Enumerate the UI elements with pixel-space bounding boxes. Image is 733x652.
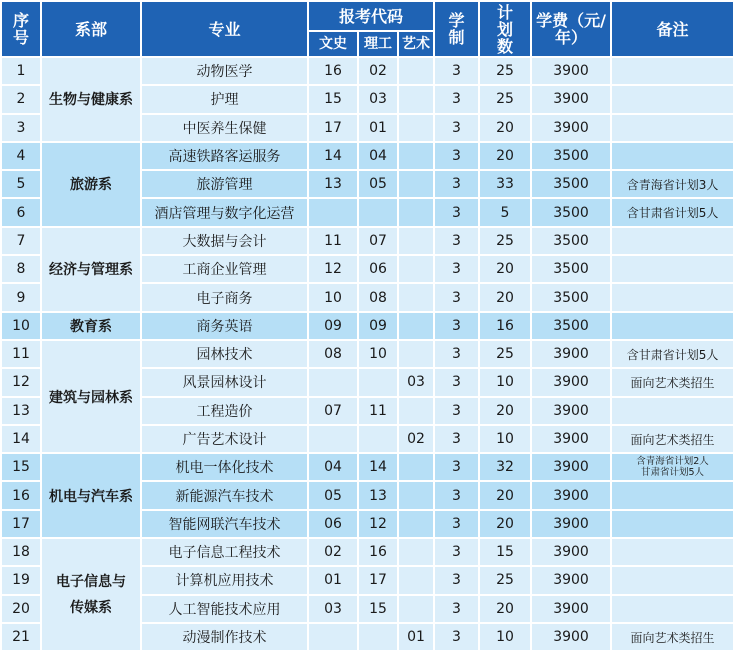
major-cell: 风景园林设计: [141, 368, 308, 396]
major-cell: 机电一体化技术: [141, 453, 308, 481]
plan-cell: 16: [479, 312, 531, 340]
code-yishu-cell: [398, 566, 434, 594]
note-cell: 含青海省计划3人: [611, 170, 733, 198]
code-yishu-cell: [398, 57, 434, 85]
code-ligong-cell: 08: [358, 283, 398, 311]
plan-cell: 25: [479, 227, 531, 255]
major-cell: 计算机应用技术: [141, 566, 308, 594]
note-cell: [611, 85, 733, 113]
major-cell: 人工智能技术应用: [141, 595, 308, 623]
major-cell: 电子商务: [141, 283, 308, 311]
row-index: 9: [1, 283, 41, 311]
xuezhi-cell: 3: [434, 425, 479, 453]
code-ligong-cell: 10: [358, 340, 398, 368]
fee-cell: 3900: [531, 397, 611, 425]
code-yishu-cell: [398, 340, 434, 368]
fee-cell: 3900: [531, 85, 611, 113]
header-plan-label: 计划数: [497, 2, 514, 56]
code-wenshi-cell: 01: [308, 566, 358, 594]
row-index: 12: [1, 368, 41, 396]
code-ligong-cell: 12: [358, 510, 398, 538]
code-yishu-cell: 01: [398, 623, 434, 651]
code-ligong-cell: 01: [358, 114, 398, 142]
code-yishu-cell: [398, 595, 434, 623]
code-wenshi-cell: 17: [308, 114, 358, 142]
note-cell: [611, 57, 733, 85]
fee-cell: 3900: [531, 566, 611, 594]
table-row: [1, 312, 733, 340]
code-ligong-cell: 16: [358, 538, 398, 566]
code-wenshi-cell: [308, 425, 358, 453]
row-index: 17: [1, 510, 41, 538]
code-yishu-cell: [398, 481, 434, 509]
fee-cell: 3900: [531, 481, 611, 509]
note-cell: 面向艺术类招生: [611, 623, 733, 651]
code-wenshi-cell: [308, 623, 358, 651]
xuezhi-cell: 3: [434, 595, 479, 623]
code-wenshi-cell: [308, 368, 358, 396]
row-index: 3: [1, 114, 41, 142]
plan-cell: 33: [479, 170, 531, 198]
code-yishu-cell: [398, 170, 434, 198]
header-xuezhi-label: 学制: [448, 11, 465, 47]
note-cell: [611, 397, 733, 425]
header-fee-label: 学费（元/年）: [536, 11, 606, 47]
code-yishu-cell: [398, 142, 434, 170]
major-cell: 新能源汽车技术: [141, 481, 308, 509]
code-ligong-cell: 14: [358, 453, 398, 481]
major-cell: 护理: [141, 85, 308, 113]
dept-cell: 旅游系: [41, 142, 141, 227]
row-index: 15: [1, 453, 41, 481]
fee-cell: 3500: [531, 312, 611, 340]
code-wenshi-cell: 14: [308, 142, 358, 170]
code-ligong-cell: 09: [358, 312, 398, 340]
row-index: 2: [1, 85, 41, 113]
header-note: 备注: [611, 1, 733, 57]
xuezhi-cell: 3: [434, 170, 479, 198]
plan-cell: 10: [479, 623, 531, 651]
code-wenshi-cell: 04: [308, 453, 358, 481]
table-row: [1, 227, 733, 255]
header-code-yishu: 艺术: [398, 31, 434, 57]
note-cell: 面向艺术类招生: [611, 425, 733, 453]
xuezhi-cell: 3: [434, 142, 479, 170]
code-ligong-cell: 04: [358, 142, 398, 170]
major-cell: 动物医学: [141, 57, 308, 85]
code-wenshi-cell: 03: [308, 595, 358, 623]
code-wenshi-cell: 06: [308, 510, 358, 538]
xuezhi-cell: 3: [434, 566, 479, 594]
major-cell: 智能网联汽车技术: [141, 510, 308, 538]
note-cell: [611, 595, 733, 623]
fee-cell: 3900: [531, 623, 611, 651]
dept-cell: 建筑与园林系: [41, 340, 141, 453]
plan-cell: 20: [479, 142, 531, 170]
xuezhi-cell: 3: [434, 85, 479, 113]
plan-cell: 20: [479, 397, 531, 425]
xuezhi-cell: 3: [434, 312, 479, 340]
major-cell: 广告艺术设计: [141, 425, 308, 453]
fee-cell: 3900: [531, 114, 611, 142]
code-wenshi-cell: 05: [308, 481, 358, 509]
code-wenshi-cell: 10: [308, 283, 358, 311]
code-wenshi-cell: 13: [308, 170, 358, 198]
row-index: 18: [1, 538, 41, 566]
code-ligong-cell: 07: [358, 227, 398, 255]
note-cell: [611, 481, 733, 509]
code-ligong-cell: [358, 368, 398, 396]
major-cell: 中医养生保健: [141, 114, 308, 142]
fee-cell: 3500: [531, 255, 611, 283]
plan-cell: 32: [479, 453, 531, 481]
fee-cell: 3900: [531, 425, 611, 453]
fee-cell: 3500: [531, 283, 611, 311]
code-yishu-cell: [398, 397, 434, 425]
table-row: [1, 453, 733, 481]
plan-cell: 20: [479, 283, 531, 311]
dept-cell: 经济与管理系: [41, 227, 141, 312]
code-wenshi-cell: 09: [308, 312, 358, 340]
code-yishu-cell: [398, 312, 434, 340]
row-index: 8: [1, 255, 41, 283]
header-code-wenshi: 文史: [308, 31, 358, 57]
fee-cell: 3500: [531, 198, 611, 226]
major-cell: 工程造价: [141, 397, 308, 425]
plan-cell: 20: [479, 114, 531, 142]
note-cell: [611, 255, 733, 283]
code-wenshi-cell: [308, 198, 358, 226]
code-wenshi-cell: 02: [308, 538, 358, 566]
dept-cell: 电子信息与传媒系: [41, 538, 141, 651]
xuezhi-cell: 3: [434, 198, 479, 226]
code-ligong-cell: 03: [358, 85, 398, 113]
code-wenshi-cell: 07: [308, 397, 358, 425]
code-yishu-cell: [398, 114, 434, 142]
code-wenshi-cell: 15: [308, 85, 358, 113]
note-cell: [611, 510, 733, 538]
row-index: 13: [1, 397, 41, 425]
xuezhi-cell: 3: [434, 227, 479, 255]
header-fee: [531, 1, 611, 57]
header-index-label: 序号: [12, 11, 29, 47]
table-body: [1, 57, 733, 651]
note-line-1: 含青海省计划2人: [636, 456, 709, 468]
row-index: 1: [1, 57, 41, 85]
code-yishu-cell: [398, 538, 434, 566]
fee-cell: 3900: [531, 453, 611, 481]
fee-cell: 3900: [531, 510, 611, 538]
plan-cell: 5: [479, 198, 531, 226]
plan-cell: 25: [479, 566, 531, 594]
header-major: 专业: [141, 1, 308, 57]
note-cell: [611, 566, 733, 594]
note-cell: [611, 142, 733, 170]
plan-cell: 20: [479, 510, 531, 538]
code-yishu-cell: [398, 453, 434, 481]
row-index: 11: [1, 340, 41, 368]
code-ligong-cell: [358, 425, 398, 453]
row-index: 14: [1, 425, 41, 453]
row-index: 21: [1, 623, 41, 651]
row-index: 4: [1, 142, 41, 170]
fee-cell: 3900: [531, 57, 611, 85]
code-ligong-cell: [358, 198, 398, 226]
code-ligong-cell: 13: [358, 481, 398, 509]
note-cell: [611, 312, 733, 340]
note-cell: 含甘肃省计划5人: [611, 198, 733, 226]
xuezhi-cell: 3: [434, 340, 479, 368]
code-yishu-cell: [398, 85, 434, 113]
row-index: 19: [1, 566, 41, 594]
header-plan: [479, 1, 531, 57]
fee-cell: 3500: [531, 142, 611, 170]
xuezhi-cell: 3: [434, 510, 479, 538]
code-wenshi-cell: 11: [308, 227, 358, 255]
code-yishu-cell: [398, 255, 434, 283]
major-cell: 旅游管理: [141, 170, 308, 198]
code-yishu-cell: [398, 198, 434, 226]
note-cell: [611, 283, 733, 311]
row-index: 5: [1, 170, 41, 198]
plan-cell: 15: [479, 538, 531, 566]
plan-cell: 25: [479, 85, 531, 113]
header-index: [1, 1, 41, 57]
code-ligong-cell: 11: [358, 397, 398, 425]
xuezhi-cell: 3: [434, 114, 479, 142]
table-row: [1, 340, 733, 368]
xuezhi-cell: 3: [434, 283, 479, 311]
xuezhi-cell: 3: [434, 255, 479, 283]
major-cell: 园林技术: [141, 340, 308, 368]
plan-cell: 20: [479, 481, 531, 509]
plan-cell: 10: [479, 425, 531, 453]
row-index: 7: [1, 227, 41, 255]
major-cell: 工商企业管理: [141, 255, 308, 283]
fee-cell: 3500: [531, 170, 611, 198]
note-line-2: 甘肃省计划5人: [640, 467, 705, 479]
code-ligong-cell: 15: [358, 595, 398, 623]
major-cell: 高速铁路客运服务: [141, 142, 308, 170]
code-yishu-cell: [398, 227, 434, 255]
code-yishu-cell: 02: [398, 425, 434, 453]
note-cell: 面向艺术类招生: [611, 368, 733, 396]
xuezhi-cell: 3: [434, 538, 479, 566]
note-cell: 含甘肃省计划5人: [611, 340, 733, 368]
code-yishu-cell: [398, 283, 434, 311]
major-cell: 商务英语: [141, 312, 308, 340]
fee-cell: 3900: [531, 368, 611, 396]
plan-cell: 20: [479, 595, 531, 623]
xuezhi-cell: 3: [434, 453, 479, 481]
header-row-1: [1, 1, 733, 31]
header-code-ligong: 理工: [358, 31, 398, 57]
major-cell: 动漫制作技术: [141, 623, 308, 651]
fee-cell: 3900: [531, 595, 611, 623]
row-index: 6: [1, 198, 41, 226]
plan-cell: 25: [479, 57, 531, 85]
code-wenshi-cell: 12: [308, 255, 358, 283]
major-cell: 电子信息工程技术: [141, 538, 308, 566]
xuezhi-cell: 3: [434, 623, 479, 651]
dept-cell: 机电与汽车系: [41, 453, 141, 538]
row-index: 10: [1, 312, 41, 340]
note-cell: [611, 114, 733, 142]
xuezhi-cell: 3: [434, 397, 479, 425]
plan-cell: 20: [479, 255, 531, 283]
code-wenshi-cell: 08: [308, 340, 358, 368]
dept-cell: 生物与健康系: [41, 57, 141, 142]
code-ligong-cell: 02: [358, 57, 398, 85]
header-dept: 系部: [41, 1, 141, 57]
major-cell: 酒店管理与数字化运营: [141, 198, 308, 226]
row-index: 16: [1, 481, 41, 509]
plan-cell: 25: [479, 340, 531, 368]
dept-cell: 教育系: [41, 312, 141, 340]
xuezhi-cell: 3: [434, 481, 479, 509]
code-ligong-cell: [358, 623, 398, 651]
fee-cell: 3900: [531, 538, 611, 566]
note-cell: [611, 538, 733, 566]
note-cell: [611, 453, 733, 481]
xuezhi-cell: 3: [434, 57, 479, 85]
table-row: [1, 142, 733, 170]
fee-cell: 3900: [531, 340, 611, 368]
code-yishu-cell: 03: [398, 368, 434, 396]
plan-cell: 10: [479, 368, 531, 396]
code-ligong-cell: 05: [358, 170, 398, 198]
note-cell: [611, 227, 733, 255]
header-code-group: 报考代码: [308, 1, 434, 31]
code-yishu-cell: [398, 510, 434, 538]
row-index: 20: [1, 595, 41, 623]
code-ligong-cell: 06: [358, 255, 398, 283]
major-cell: 大数据与会计: [141, 227, 308, 255]
fee-cell: 3500: [531, 227, 611, 255]
header-xuezhi: [434, 1, 479, 57]
table-row: [1, 538, 733, 566]
code-wenshi-cell: 16: [308, 57, 358, 85]
table-row: [1, 57, 733, 85]
code-ligong-cell: 17: [358, 566, 398, 594]
xuezhi-cell: 3: [434, 368, 479, 396]
